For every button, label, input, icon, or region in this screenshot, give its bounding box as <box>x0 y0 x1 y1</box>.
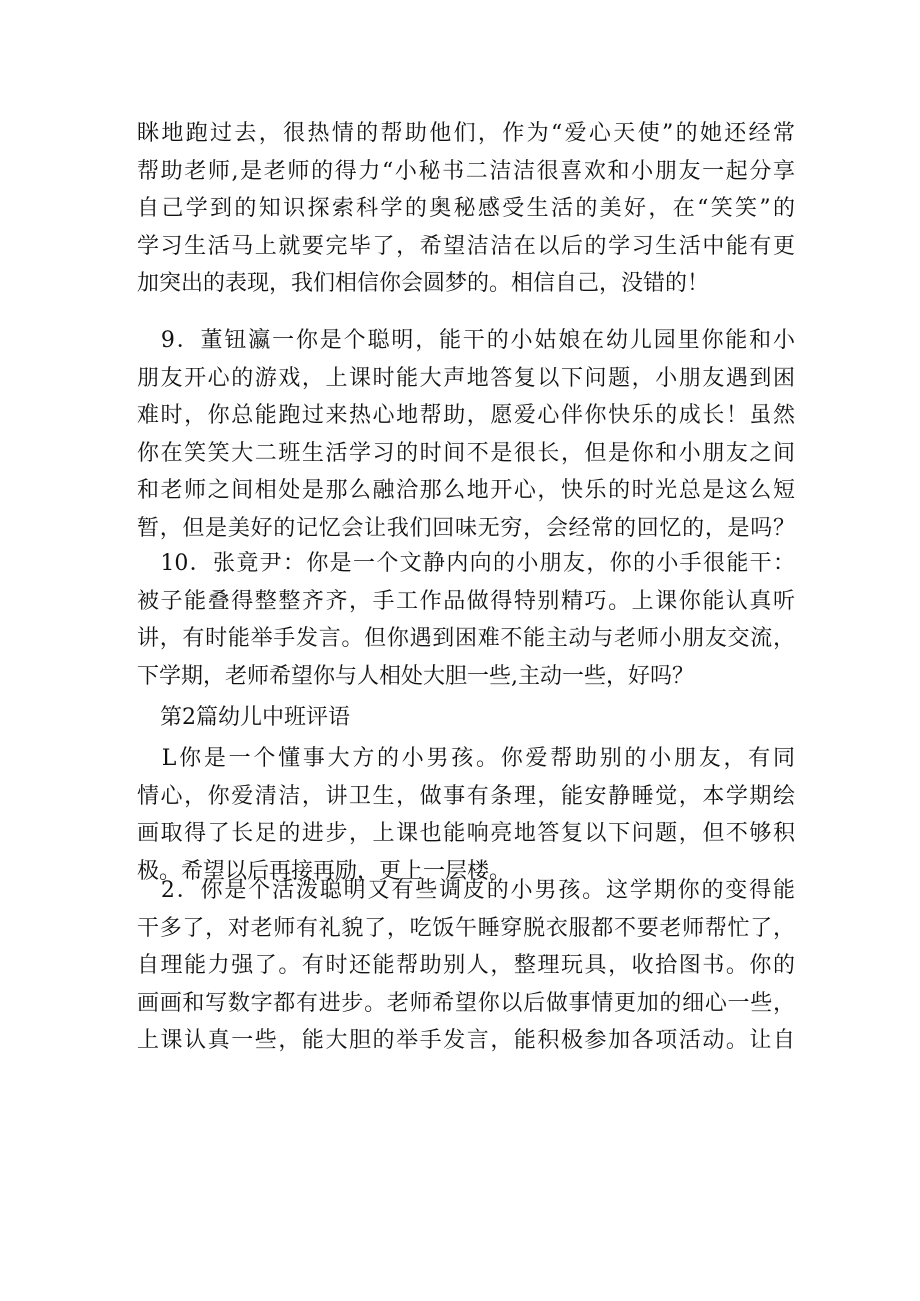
text-line: 2．你是个活泼聪明又有些调皮的小男孩。这学期你的变得能 <box>137 878 795 903</box>
paragraph-continuation <box>137 115 795 303</box>
text-line: 难时，你总能跑过来热心地帮助，愿爱心伴你快乐的成长！虽然 <box>137 403 795 428</box>
text-line: 暂，但是美好的记忆会让我们回味无穷，会经常的回忆的，是吗？ <box>137 515 795 541</box>
text-line: 自理能力强了。有时还能帮助别人，整理玩具，收拾图书。你的 <box>137 953 795 978</box>
text-line: 学习生活马上就要完毕了，希望洁洁在以后的学习生活中能有更 <box>137 233 795 259</box>
text-line: 和老师之间相处是那么融洽那么地开心，快乐的时光总是这么短 <box>137 478 795 503</box>
text-line: 极。希望以后再接再励，更上一层楼。 <box>137 858 512 884</box>
text-line: L你是一个懂事大方的小男孩。你爱帮助别的小朋友，有同 <box>137 746 795 771</box>
text-line: 帮助老师,是老师的得力“小秘书二洁洁很喜欢和小朋友一起分享 <box>137 158 795 184</box>
text-line: 被子能叠得整整齐齐，手工作品做得特别精巧。上课你能认真听 <box>137 588 795 614</box>
section-heading: 第2篇幼儿中班评语 <box>160 705 350 730</box>
text-line: 讲，有时能举手发言。但你遇到困难不能主动与老师小朋友交流， <box>137 626 795 651</box>
text-line: 画画和写数字都有进步。老师希望你以后做事情更加的细心一些， <box>137 990 795 1016</box>
paragraph-item-2 <box>137 872 795 1060</box>
text-line: 10．张竟尹：你是一个文静内向的小朋友，你的小手很能干： <box>137 551 795 576</box>
text-line: 自己学到的知识探索科学的奥秘感受生活的美好，在“笑笑”的 <box>137 196 795 221</box>
paragraph-item-10 <box>137 545 795 695</box>
text-line: 上课认真一些，能大胆的举手发言，能积极参加各项活动。让自 <box>137 1028 795 1053</box>
text-line: 情心，你爱清洁，讲卫生，做事有条理，能安静睡觉，本学期绘 <box>137 783 795 809</box>
text-line: 你在笑笑大二班生活学习的时间不是很长，但是你和小朋友之间 <box>137 440 795 466</box>
text-line: 下学期，老师希望你与人相处大胆一些,主动一些，好吗？ <box>137 663 694 689</box>
text-line: 眯地跑过去，很热情的帮助他们，作为“爱心天使”的她还经常 <box>137 121 795 146</box>
text-line: 加突出的表现，我们相信你会圆梦的。相信自己，没错的！ <box>137 271 710 296</box>
text-line: 画取得了长足的进步，上课也能响亮地答复以下问题，但不够积 <box>137 821 795 846</box>
text-line: 朋友开心的游戏，上课时能大声地答复以下问题，小朋友遇到困 <box>137 365 795 391</box>
paragraph-item-1 <box>137 740 795 890</box>
text-line: 干多了，对老师有礼貌了，吃饭午睡穿脱衣服都不要老师帮忙了， <box>137 915 795 941</box>
paragraph-item-9 <box>137 322 795 547</box>
text-line: 9．董钮瀛一你是个聪明，能干的小姑娘在幼儿园里你能和小 <box>137 328 795 353</box>
